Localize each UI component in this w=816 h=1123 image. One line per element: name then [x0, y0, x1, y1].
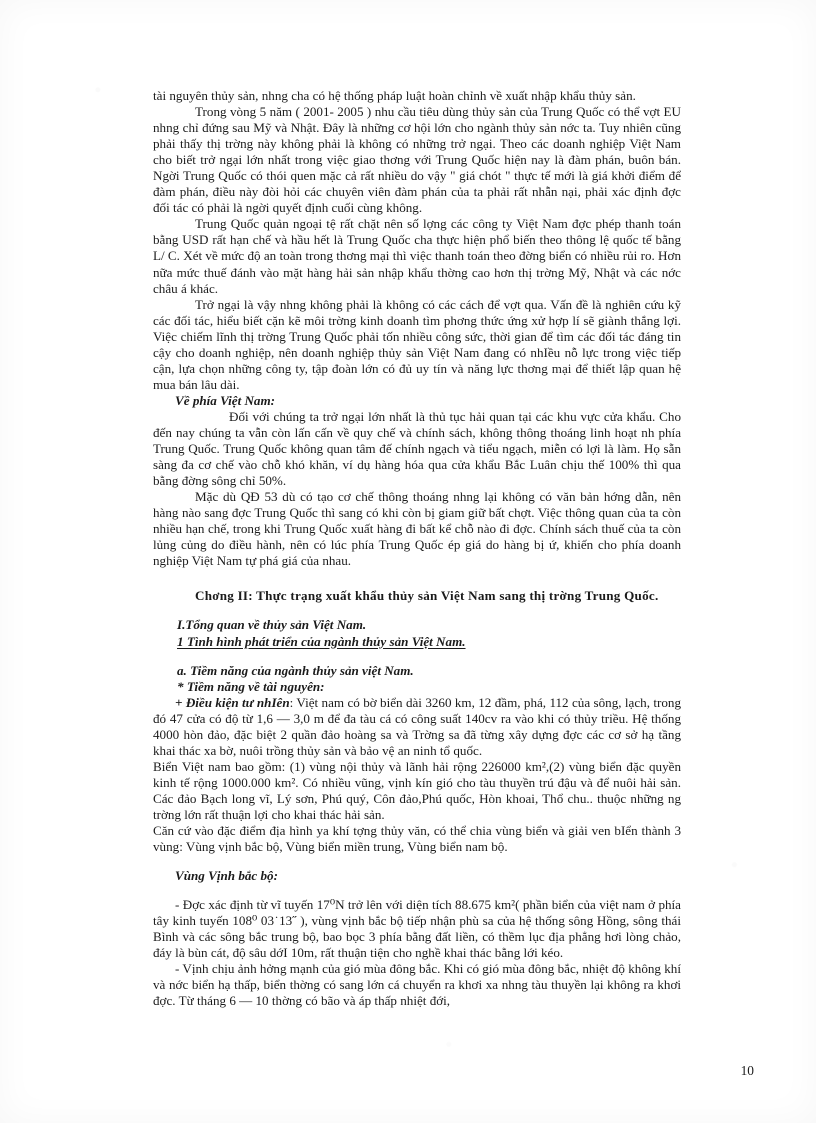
- paragraph-customs-obstacles: Đối với chúng ta trở ngại lớn nhất là thủ tục hải quan tại các khu vực cửa khẩu. Cho đến nay chúng ta vẫn còn lấn cấn về quy chế và chính sách, không thông thoáng linh hoạt nh phía Trung Quốc. Trung Quốc không quan tâm đế chính ngạch và tiểu ngạch, miễn có lợi là làm. Họ sẵn sàng đa cơ chế vào chỗ khó khăn, ví dụ hàng hóa qua cửa khẩu Bắc Luân chịu thế 100% thì qua bằng đờng sông chỉ 50%.: [153, 408, 681, 489]
- paragraph-overcoming-obstacles: Trở ngại là vậy nhng không phải là không có các cách để vợt qua. Vấn đề là nghiên cứu kỹ các đối tác, hiểu biết cặn kẽ môi trờng kinh doanh tìm phơng thức ứng xử hợp lí sẽ giành thắng lợi. Việc chiếm lĩnh thị trờng Trung Quốc phải tốn nhiều công sức, thời gian để tìm các đối tác đáng tin cậy cho doanh nghiệp, nên doanh nghiệp thủy sản Việt Nam đang có nhIều nỗ lực trong việc tiếp cận, lựa chọn những công ty, tập đoàn lớn có đủ uy tín và năng lực thơng mại để thiết lập quan hệ mua bán lâu dài.: [153, 296, 681, 392]
- paragraph-natural-conditions-text: : Việt nam có bờ biển dài 3260 km, 12 đầm, phá, 112 của sông, lạch, trong đó 47 cửa có độ từ 1,6 — 3,0 m để đa tàu cá có công suất 140cv ra vào khi có thủy triều. Hệ thống 4000 hòn đảo, đặc biệt 2 quần đảo hoàng sa và Trờng sa đã từng xây dựng đợc các cơ sở hạ tầng khai thác xa bờ, nuôi trồng thủy sản và bảo vệ an ninh tổ quốc.: [153, 694, 681, 758]
- heading-chapter-two: Chơng II: Thực trạng xuất khẩu thủy sản Việt Nam sang thị trờng Trung Quốc.: [195, 588, 659, 604]
- heading-subsection-development: 1 Tình hình phát triển của ngành thủy sản Việt Nam.: [177, 633, 466, 649]
- paragraph-gulf-coordinates: - Đợc xác định từ vĩ tuyến 17⁰N trở lên với diện tích 88.675 km²( phần biển của việt nam ở phía tây kinh tuyến 108⁰ 03˙13˝ ), vùng vịnh bắc bộ tiếp nhận phù sa của hệ thống sông Hồng, sông thái Bình và các sông bắc trung bộ, bao bọc 3 phía bằng đất liền, có thềm lục địa phẳng hơi lòng chảo, đáy là bùn cát, độ sâu dớI 10m, rất thuận tiện cho nghề khai thác bằng lới kéo.: [153, 897, 681, 961]
- paragraph-sea-area: Biển Việt nam bao gồm: (1) vùng nội thủy và lãnh hải rộng 226000 km²,(2) vùng biển đặc quyền kinh tế rộng 1000.000 km². Có nhiều vũng, vịnh kín gió cho tàu thuyền trú đậu và để nuôi hải sản. Các đảo Bạch long vĩ, Lý sơn, Phú quý, Côn đảo,Phú quốc, Hòn khoai, Thổ chu.. thuộc những ng trờng lớn rất thuận lợi cho khai thác hải sản.: [153, 758, 681, 822]
- paragraph-gulf-monsoon: - Vịnh chịu ảnh hởng mạnh của gió mùa đông bắc. Khi có gió mùa đông bắc, nhiệt độ không khí và nớc biển hạ thấp, biển thờng có sang lớn cá chuyển ra khơi xa nhng tàu thuyền lại không ra khơi đợc. Từ tháng 6 — 10 thờng có bão và áp thấp nhiệt đới,: [153, 961, 681, 1009]
- heading-vietnam-side: Về phía Việt Nam:: [175, 392, 276, 408]
- paragraph-decision-53: Mặc dù QĐ 53 dù có tạo cơ chế thông thoáng nhng lại không có văn bản hớng dẫn, nên hàng nào sang đợc Trung Quốc thì sang có khi còn bị giam giữ bất chợt. Việc thông quan của ta còn nhiều hạn chế, trong khi Trung Quốc xuất hàng đi bất kể chỗ nào đi đợc. Chính sách thuế của ta còn lủng củng do điều hành, nên có lúc phía Trung Quốc ép giá do hàng bị ứ, khiến cho phía doanh nghiệp Việt Nam tự phá giá của nhau.: [153, 489, 681, 569]
- heading-section-overview: I.Tổng quan về thủy sản Việt Nam.: [177, 617, 367, 633]
- page-text-body: [153, 88, 681, 1009]
- paragraph-five-year-demand: Trong vòng 5 năm ( 2001- 2005 ) nhu cầu tiêu dùng thủy sản của Trung Quốc có thể vợt EU nhng chỉ đứng sau Mỹ và Nhật. Đây là những cơ hội lớn cho ngành thủy sản nớc ta. Tuy nhiên cũng phải thấy thị trờng này không phải là không có những trở ngại. Theo các doanh nghiệp Việt Nam cho biết trở ngại lớn nhất trong việc giao thơng với Trung Quốc hiện nay là đàm phán, buôn bán. Ngời Trung Quốc có thói quen mặc cả rất nhiều do vậy " giá chót " thực tế mới là giá khởi điểm để đàm phán, điều này đòi hỏi các chuyên viên đàm phán của ta phải rất nhẫn nại, phải xác định đợc đối tác có phải là ngời quyết định cuối cùng không.: [153, 104, 681, 216]
- paragraph-foreign-currency-control: Trung Quốc quản ngoại tệ rất chặt nên số lợng các công ty Việt Nam đợc phép thanh toán bằng USD rất hạn chế và hầu hết là Trung Quốc cha thực hiện phổ biến theo thông lệ quốc tế bằng L/ C. Xét về mức độ an toàn trong thơng mại thì việc thanh toán theo đờng biển có nhiều rủi ro. Hơn nữa mức thuế đánh vào mặt hàng hải sản nhập khẩu thờng cao hơn thị trờng Mỹ, Nhật và các nớc châu á khác.: [153, 216, 681, 296]
- heading-gulf-of-tonkin: Vùng Vịnh bắc bộ:: [175, 868, 278, 884]
- spacer-before-gulf: [153, 855, 681, 868]
- page-number: 10: [740, 1063, 754, 1078]
- paragraph-three-regions: Căn cứ vào đặc điểm địa hình ya khí tợng thủy văn, có thể chia vùng biển và giải ven bIển thành 3 vùng: Vùng vịnh bắc bộ, Vùng biển miền trung, Vùng biển nam bộ.: [153, 823, 681, 855]
- spacer-before-section-one: [153, 604, 681, 617]
- paragraph-intro-continued: tài nguyên thủy sản, nhng cha có hệ thống pháp luật hoàn chỉnh về xuất nhập khẩu thủy sản.: [153, 88, 636, 103]
- heading-item-resource-potential: * Tiềm năng về tài nguyên:: [177, 678, 325, 694]
- heading-item-a-potential: a. Tiềm năng của ngành thủy sản việt Nam.: [177, 662, 414, 678]
- paragraph-natural-conditions: [153, 695, 681, 759]
- spacer-before-item-a: [153, 650, 681, 663]
- spacer-before-chapter: [153, 569, 681, 588]
- spacer-after-gulf-heading: [153, 884, 681, 897]
- lead-natural-conditions: + Điều kiện tư nhIên: [175, 694, 290, 710]
